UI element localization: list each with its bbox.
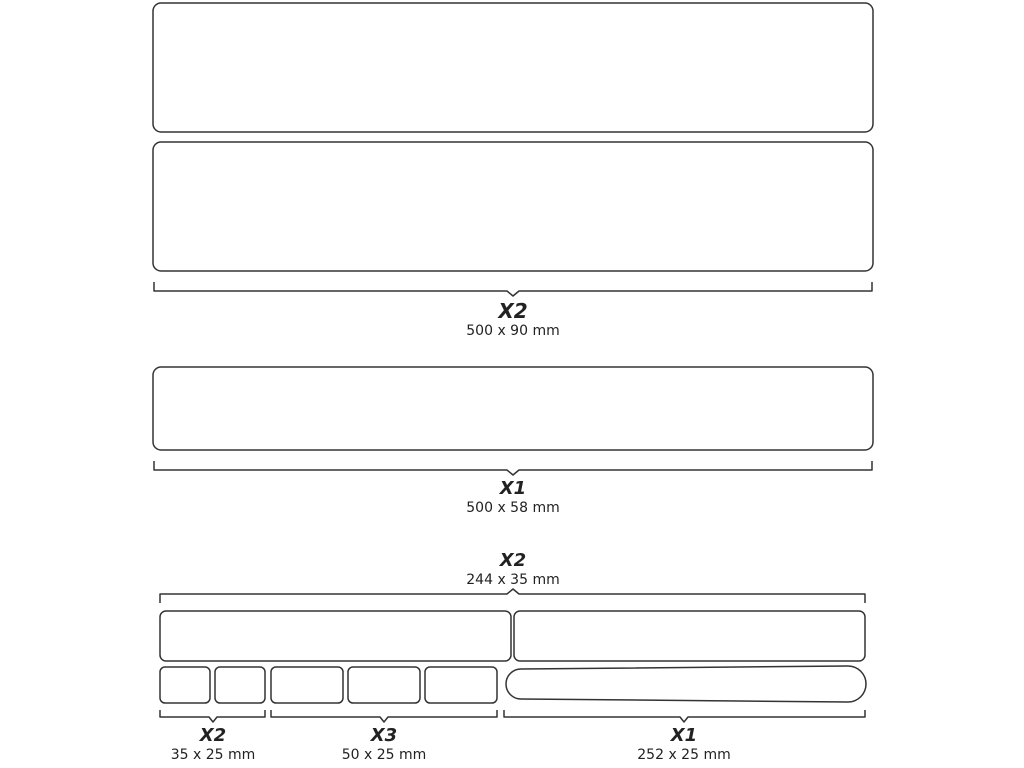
sticker-35x25-1 [160, 667, 210, 703]
sticker-252x25 [506, 666, 866, 702]
quantity-244x35: X2 [499, 550, 527, 571]
dimension-50x25: 50 x 25 mm [341, 747, 427, 763]
sticker-35x25-2 [215, 667, 265, 703]
dimension-500x90: 500 x 90 mm [466, 323, 560, 339]
bracket-35x25 [160, 710, 265, 722]
sticker-500x90-1 [153, 3, 873, 132]
dimension-252x25: 252 x 25 mm [637, 747, 731, 763]
sticker-50x25-1 [271, 667, 343, 703]
quantity-50x25: X3 [370, 725, 398, 746]
bracket-252x25 [504, 710, 865, 722]
dimension-244x35: 244 x 35 mm [466, 572, 560, 588]
sticker-50x25-2 [348, 667, 420, 703]
label-244x35 [466, 552, 559, 587]
bracket-500x90 [154, 282, 872, 296]
sticker-244x35-2 [514, 611, 865, 661]
label-35x25 [171, 727, 256, 762]
bracket-244x35 [160, 589, 865, 603]
label-50x25 [342, 727, 427, 762]
sticker-50x25-3 [425, 667, 497, 703]
bracket-500x58 [154, 461, 872, 475]
label-500x58 [466, 480, 559, 515]
label-500x90 [466, 301, 559, 338]
label-252x25 [637, 727, 730, 762]
quantity-252x25: X1 [670, 725, 698, 746]
sticker-244x35-1 [160, 611, 511, 661]
quantity-35x25: X2 [199, 725, 227, 746]
dimension-35x25: 35 x 25 mm [170, 747, 256, 763]
dimension-500x58: 500 x 58 mm [466, 500, 560, 516]
sticker-500x90-2 [153, 142, 873, 271]
bracket-50x25 [271, 710, 497, 722]
sticker-500x58 [153, 367, 873, 450]
quantity-500x90: X2 [498, 299, 528, 323]
quantity-500x58: X1 [499, 478, 527, 499]
